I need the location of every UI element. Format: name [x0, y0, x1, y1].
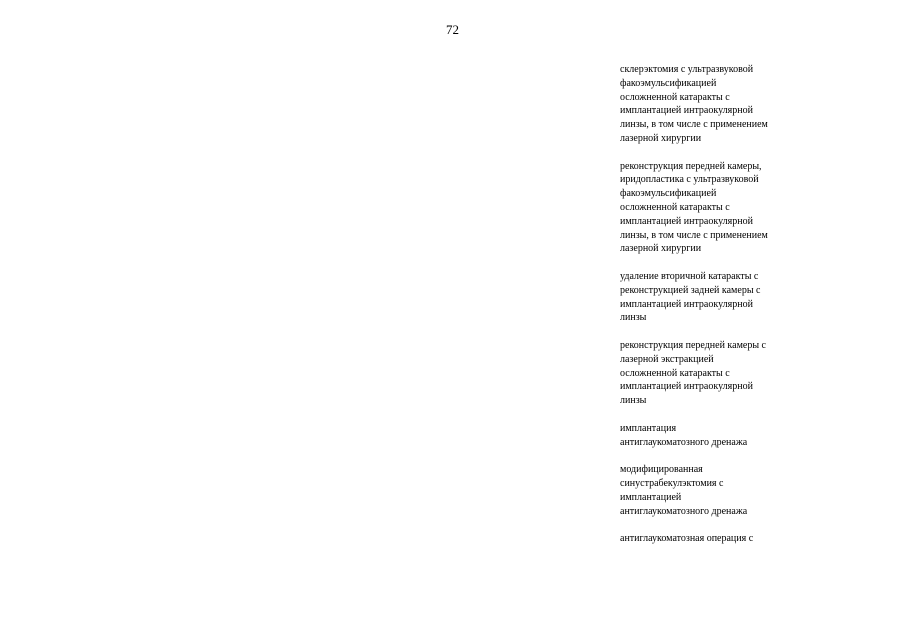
procedure-line: линзы — [620, 395, 647, 407]
procedure-line: линзы, в том числе с применением — [620, 119, 768, 131]
procedure-line: имплантацией интраокулярной — [620, 105, 753, 117]
procedure-line: осложненной катаракты с — [620, 91, 730, 103]
procedure-line: синустрабекулэктомия с — [620, 477, 724, 489]
procedure-line: имплантацией интраокулярной — [620, 298, 753, 310]
procedure-entry — [620, 463, 840, 518]
procedure-line: лазерной экстракцией — [620, 353, 714, 365]
procedure-line: реконструкцией задней камеры с — [620, 284, 761, 296]
procedure-line: иридопластика с ультразвуковой — [620, 174, 759, 186]
procedure-entry — [620, 339, 840, 408]
procedure-entry — [620, 422, 840, 450]
procedure-entry — [620, 270, 840, 325]
procedure-line: реконструкция передней камеры, — [620, 160, 762, 172]
procedure-line: имплантацией интраокулярной — [620, 215, 753, 227]
procedure-line: имплантацией — [620, 491, 682, 503]
procedure-line: реконструкция передней камеры с — [620, 339, 766, 351]
procedure-line: линзы — [620, 312, 647, 324]
procedure-line: удаление вторичной катаракты с — [620, 270, 759, 282]
procedure-line: антиглаукоматозного дренажа — [620, 436, 748, 448]
procedure-line: склерэктомия с ультразвуковой — [620, 64, 754, 75]
procedure-line: лазерной хирургии — [620, 243, 702, 255]
procedure-line: модифицированная — [620, 464, 703, 476]
procedure-line: осложненной катаракты с — [620, 367, 730, 379]
procedure-line: осложненной катаракты с — [620, 201, 730, 213]
procedures-column — [620, 63, 840, 560]
procedure-entry — [620, 63, 840, 146]
procedure-entry — [620, 160, 840, 257]
procedure-entry — [620, 532, 840, 546]
page-number: 72 — [446, 22, 459, 37]
procedure-line: имплантация — [620, 422, 677, 434]
procedure-line: факоэмульсификацией — [620, 77, 717, 89]
procedure-line: антиглаукоматозного дренажа — [620, 505, 748, 517]
procedure-line: лазерной хирургии — [620, 132, 702, 144]
procedure-line: антиглаукоматозная операция с — [620, 533, 754, 545]
procedure-line: линзы, в том числе с применением — [620, 229, 768, 241]
procedure-line: факоэмульсификацией — [620, 188, 717, 200]
procedure-line: имплантацией интраокулярной — [620, 381, 753, 393]
